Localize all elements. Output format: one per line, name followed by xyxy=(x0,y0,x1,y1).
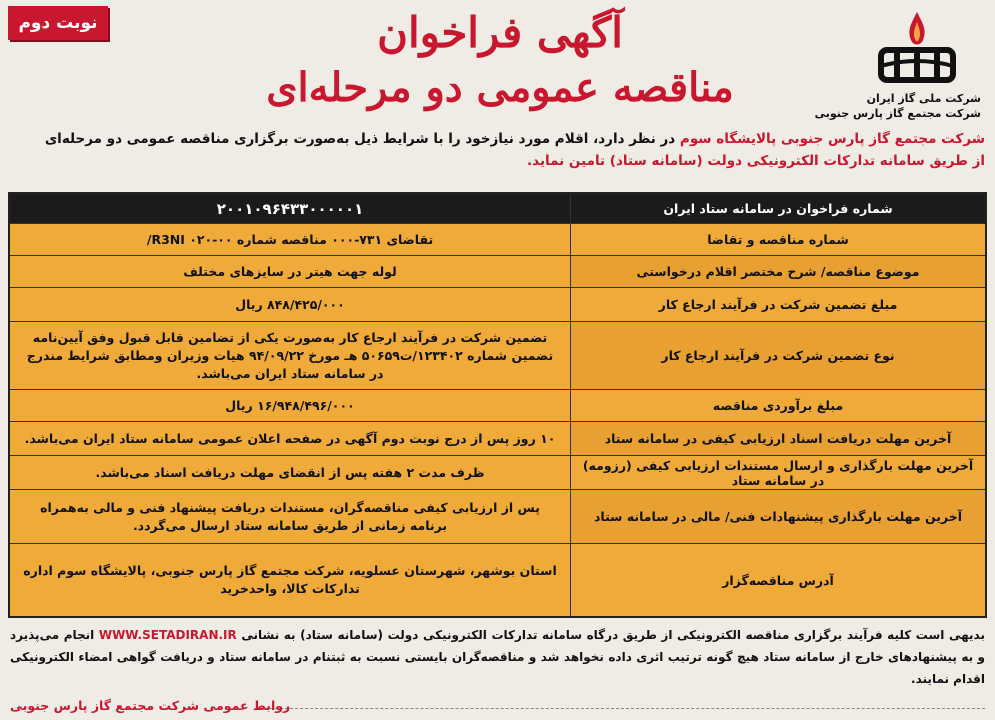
row-label: آخرین مهلت بارگذاری پیشنهادات فنی/ مالی در سامانه ستاد xyxy=(570,490,985,543)
row-value: استان بوشهر، شهرستان عسلویه، شرکت مجتمع گاز پارس جنوبی، پالایشگاه سوم اداره تدارکات کالا، واحدخرید xyxy=(23,563,557,596)
row-value: تقاضای ۷۳۱-۰۰۰ مناقصه شماره R3NI ۰۲۰-۰۰/ xyxy=(146,231,434,247)
intro-text-line2: از طریق سامانه تدارکات الکترونیکی دولت (سامانه ستاد) تامین نماید. xyxy=(527,153,985,169)
footer-paragraph xyxy=(10,624,985,690)
row-value: ۸۴۸/۴۲۵/۰۰۰ ریال xyxy=(235,296,345,312)
row-label: مبلغ تضمین شرکت در فرآیند ارجاع کار xyxy=(570,288,985,321)
public-relations-signature: روابط عمومی شرکت مجتمع گاز پارس جنوبی xyxy=(10,698,291,713)
second-notice-badge: نوبت دوم xyxy=(8,6,108,40)
row-value: ۱۶/۹۴۸/۴۹۶/۰۰۰ ریال xyxy=(225,397,355,413)
row-label: شماره فراخوان در سامانه ستاد ایران xyxy=(570,194,985,223)
intro-text: در نظر دارد، اقلام مورد نیازخود را با شرایط ذیل به‌صورت برگزاری مناقصه عمومی دو مرحله‌ای xyxy=(44,131,676,147)
tender-details-table xyxy=(8,192,987,618)
row-value: تضمین شرکت در فرآیند ارجاع کار به‌صورت یکی از تضامین قابل قبول وفق آیین‌نامه تضمین شماره ۱۲۳۴۰۲/ت۵۰۶۵۹ هـ مورخ ۹۴/۰۹/۲۲ هیات وزیران ومطابق شرایط مندرج در سامانه ستاد ایران می‌باشد. xyxy=(26,329,554,381)
footer-divider xyxy=(260,708,985,709)
row-label: مبلغ برآوردی مناقصه xyxy=(570,390,985,421)
nioc-flame-logo-icon xyxy=(867,8,967,90)
ad-title-line1: آگهی فراخوان xyxy=(377,8,623,57)
row-value: ۲۰۰۱۰۹۶۴۳۳۰۰۰۰۰۱ xyxy=(10,194,570,223)
row-value: ۱۰ روز پس از درج نوبت دوم آگهی در صفحه اعلان عمومی سامانه ستاد ایران می‌باشد. xyxy=(24,430,556,446)
company-logo-block xyxy=(814,8,981,128)
footer-text-2: انجام می‌پذیرد و به پیشنهادهای خارج از سامانه ستاد هیچ گونه ترتیب اثری داده نخواهد شد و مناقصه‌گران بایستی نسبت به ثبتنام در سامانه ستاد و دریافت گواهی امضاء الکترونیکی اقدام نمایند. xyxy=(10,628,985,686)
table-row xyxy=(10,456,985,490)
row-label: آخرین مهلت دریافت اسناد ارزیابی کیفی در سامانه ستاد xyxy=(570,422,985,455)
footer-text-1: بدیهی است کلیه فرآیند برگزاری مناقصه الکترونیکی از طریق درگاه سامانه تدارکات الکترونیکی دولت (سامانه ستاد) به نشانی xyxy=(241,628,985,642)
row-label: آدرس مناقصه‌گزار xyxy=(570,544,985,616)
intro-paragraph xyxy=(10,128,985,172)
row-label: نوع تضمین شرکت در فرآیند ارجاع کار xyxy=(570,322,985,389)
row-value: پس از ارزیابی کیفی مناقصه‌گران، مستندات دریافت پیشنهاد فنی و مالی به‌همراه برنامه زمانی از طریق سامانه ستاد ارسال می‌گردد. xyxy=(40,499,540,533)
table-row xyxy=(10,422,985,456)
table-row xyxy=(10,322,985,390)
table-row xyxy=(10,194,985,224)
table-row xyxy=(10,490,985,544)
logo-caption-spgc: شرکت مجتمع گاز پارس جنوبی xyxy=(814,107,981,120)
row-label: آخرین مهلت بارگذاری و ارسال مستندات ارزیابی کیفی (رزومه) در سامانه ستاد xyxy=(570,456,985,489)
ad-title-line2: مناقصه عمومی دو مرحله‌ای xyxy=(266,64,734,111)
table-row xyxy=(10,544,985,616)
logo-caption-nigc: شرکت ملی گاز ایران xyxy=(866,92,981,105)
row-label: موضوع مناقصه/ شرح مختصر اقلام درخواستی xyxy=(570,256,985,287)
table-row xyxy=(10,288,985,322)
intro-company: شرکت مجتمع گاز پارس جنوبی پالایشگاه سوم xyxy=(679,131,985,147)
table-row xyxy=(10,390,985,422)
row-value: لوله جهت هیتر در سایزهای مختلف xyxy=(183,263,397,279)
setadiran-link[interactable]: WWW.SETADIRAN.IR xyxy=(98,628,237,642)
table-row xyxy=(10,224,985,256)
row-value: ظرف مدت ۲ هفته پس از انقضای مهلت دریافت اسناد می‌باشد. xyxy=(95,464,485,480)
table-row xyxy=(10,256,985,288)
row-label: شماره مناقصه و تقاضا xyxy=(570,224,985,255)
